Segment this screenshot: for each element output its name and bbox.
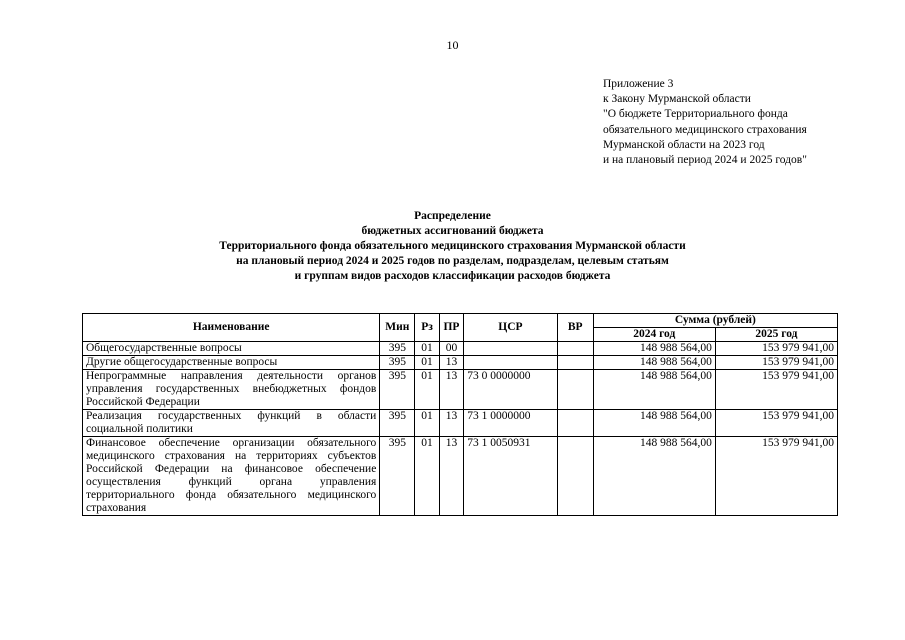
cell-pr: 13 [439, 370, 463, 410]
title-line: на плановый период 2024 и 2025 годов по разделам, подразделам, целевым статьям [236, 255, 669, 267]
cell-pr: 13 [439, 356, 463, 370]
cell-sum-2025: 153 979 941,00 [715, 356, 837, 370]
cell-rz: 01 [415, 342, 439, 356]
cell-csr [464, 356, 557, 370]
cell-sum-2024: 148 988 564,00 [593, 356, 715, 370]
cell-vr [557, 356, 593, 370]
cell-rz: 01 [415, 356, 439, 370]
title-line: и группам видов расходов классификации расходов бюджета [294, 270, 611, 282]
appendix-line: Приложение 3 [603, 78, 674, 90]
budget-table [82, 313, 838, 516]
table-row [83, 342, 838, 356]
table-row [83, 370, 838, 410]
title-line: Распределение [414, 210, 491, 222]
cell-min: 395 [380, 342, 415, 356]
cell-name: Реализация государственных функций в области социальной политики [83, 410, 380, 437]
cell-vr [557, 410, 593, 437]
cell-min: 395 [380, 370, 415, 410]
header-year-2024: 2024 год [593, 328, 715, 342]
cell-vr [557, 370, 593, 410]
header-csr: ЦСР [464, 314, 557, 342]
cell-min: 395 [380, 410, 415, 437]
header-year-2025: 2025 год [715, 328, 837, 342]
cell-name: Другие общегосударственные вопросы [83, 356, 380, 370]
title-line: Территориального фонда обязательного медицинского страхования Мурманской области [219, 240, 686, 252]
cell-min: 395 [380, 356, 415, 370]
appendix-line: Мурманской области на 2023 год [603, 138, 765, 151]
appendix-line: и на плановый период 2024 и 2025 годов" [603, 154, 807, 167]
cell-sum-2024: 148 988 564,00 [593, 437, 715, 516]
cell-name: Финансовое обеспечение организации обязательного медицинского страхования на территориях субъектов Российской Федерации на финансовое обеспечение осуществления функций органа управления территориального фонда обязательного медицинского страхования [83, 437, 380, 516]
header-min: Мин [380, 314, 415, 342]
appendix-note [603, 77, 807, 168]
cell-sum-2025: 153 979 941,00 [715, 410, 837, 437]
cell-csr: 73 1 0000000 [464, 410, 557, 437]
cell-sum-2025: 153 979 941,00 [715, 342, 837, 356]
header-rz: Рз [415, 314, 439, 342]
header-name: Наименование [83, 314, 380, 342]
cell-name: Непрограммные направления деятельности органов управления государственных внебюджетных фондов Российской Федерации [83, 370, 380, 410]
cell-name: Общегосударственные вопросы [83, 342, 380, 356]
cell-min: 395 [380, 437, 415, 516]
cell-rz: 01 [415, 437, 439, 516]
header-pr: ПР [439, 314, 463, 342]
title-line: бюджетных ассигнований бюджета [361, 225, 544, 237]
cell-pr: 00 [439, 342, 463, 356]
cell-csr [464, 342, 557, 356]
header-sum: Сумма (рублей) [593, 314, 837, 328]
cell-vr [557, 342, 593, 356]
appendix-line: "О бюджете Территориального фонда [603, 108, 788, 121]
cell-rz: 01 [415, 370, 439, 410]
cell-csr: 73 0 0000000 [464, 370, 557, 410]
cell-pr: 13 [439, 437, 463, 516]
cell-rz: 01 [415, 410, 439, 437]
appendix-line: обязательного медицинского страхования [603, 123, 807, 136]
document-title [0, 209, 905, 284]
table-header-row [83, 314, 838, 328]
cell-sum-2025: 153 979 941,00 [715, 370, 837, 410]
cell-sum-2025: 153 979 941,00 [715, 437, 837, 516]
table-row [83, 410, 838, 437]
cell-sum-2024: 148 988 564,00 [593, 410, 715, 437]
cell-vr [557, 437, 593, 516]
appendix-line: к Закону Мурманской области [603, 93, 751, 106]
table-row [83, 356, 838, 370]
table-row [83, 437, 838, 516]
cell-pr: 13 [439, 410, 463, 437]
page-number: 10 [446, 38, 459, 52]
cell-sum-2024: 148 988 564,00 [593, 370, 715, 410]
cell-csr: 73 1 0050931 [464, 437, 557, 516]
cell-sum-2024: 148 988 564,00 [593, 342, 715, 356]
header-vr: ВР [557, 314, 593, 342]
